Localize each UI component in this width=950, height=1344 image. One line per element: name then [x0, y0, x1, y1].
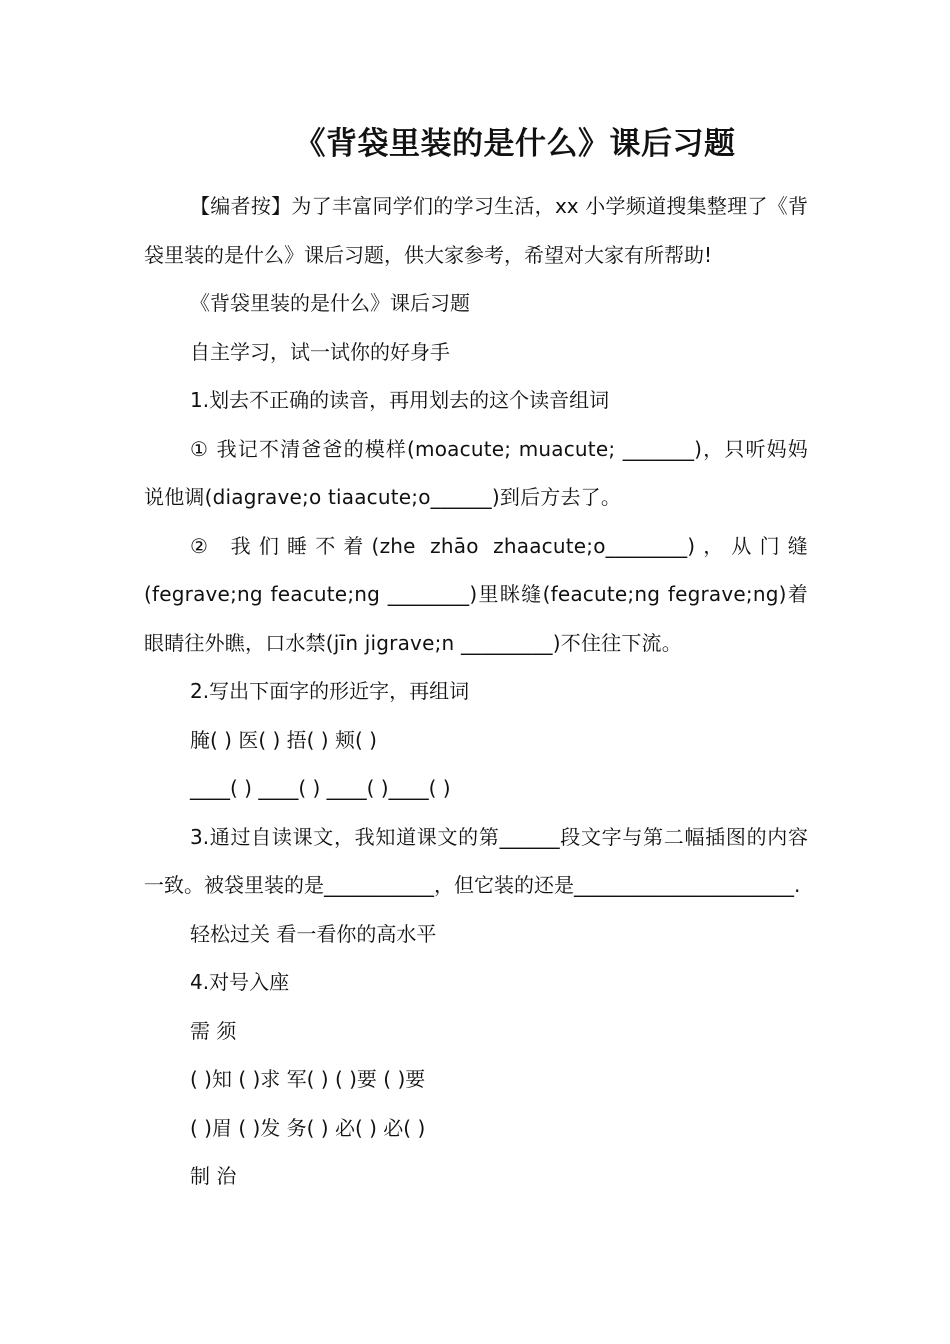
question-3: 3.通过自读课文，我知道课文的第______段文字与第二幅插图的内容一致。被袋里装的是___________，但它装的还是______________________.	[144, 824, 808, 897]
section-subheading-2: 轻松过关 看一看你的高水平	[190, 921, 437, 946]
document-body	[144, 182, 808, 1201]
question-4-heading: 4.对号入座	[190, 970, 290, 994]
section-subheading: 自主学习，试一试你的好身手	[190, 339, 450, 364]
question-4-word-pair-2: 制 治	[190, 1164, 237, 1188]
document-title: 《背袋里装的是什么》课后习题	[294, 126, 736, 162]
question-2-blanks: ____( ) ____( ) ____( )____( )	[190, 776, 451, 800]
question-2-heading: 2.写出下面字的形近字，再组词	[190, 679, 470, 703]
question-1-heading: 1.划去不正确的读音，再用划去的这个读音组词	[190, 388, 610, 412]
question-1-item-1: ① 我记不清爸爸的模样(moacute; muacute; _______)，只听妈妈说他调(diagrave;o tiaacute;o______)到后方去了。	[144, 436, 808, 509]
editor-note-paragraph: 【编者按】为了丰富同学们的学习生活，xx 小学频道搜集整理了《背袋里装的是什么》课后习题，供大家参考，希望对大家有所帮助!	[144, 194, 808, 267]
question-4-word-pair-1: 需 须	[190, 1018, 237, 1043]
section-heading: 《背袋里装的是什么》课后习题	[190, 291, 470, 315]
question-1-item-2: ② 我们睡不着(zhe zhāo zhaacute;o________)，从门缝(fegrave;ng feacute;ng ________)里眯缝(feacute;ng fegrave;ng)着眼睛往外瞧，口水禁(jīn jigrave;n _________)不住往下流。	[144, 533, 808, 655]
question-2-characters: 腌( ) 医( ) 捂( ) 颊( )	[190, 727, 377, 752]
question-4-row-1: ( )知 ( )求 军( ) ( )要 ( )要	[190, 1067, 426, 1091]
question-4-row-2: ( )眉 ( )发 务( ) 必( ) 必( )	[190, 1115, 426, 1140]
